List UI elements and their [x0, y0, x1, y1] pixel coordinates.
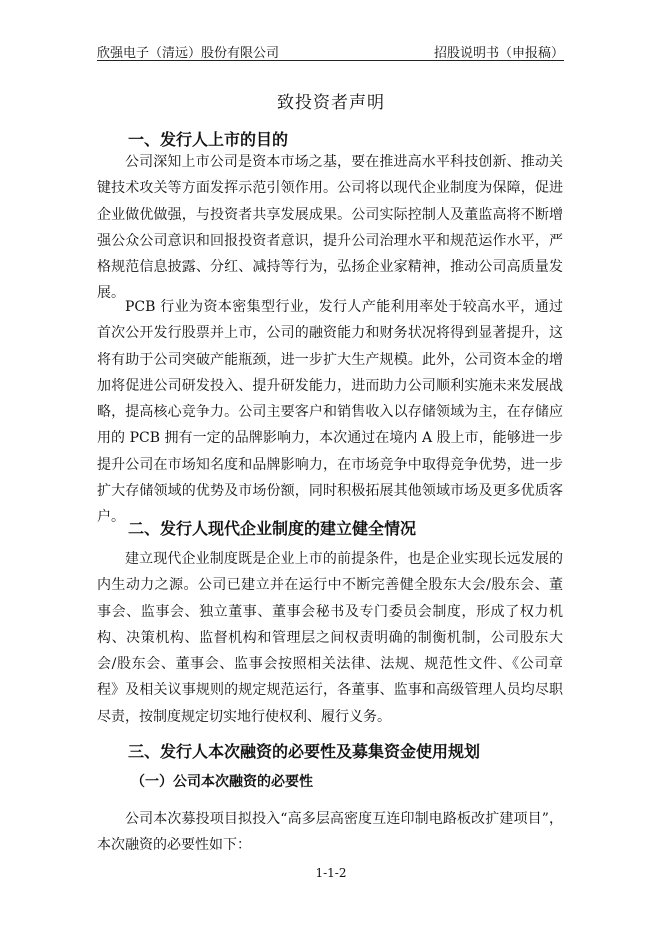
section-3-heading: 三、发行人本次融资的必要性及募集资金使用规划 — [128, 742, 481, 761]
section-3-paragraph-1: 公司本次募投项目拟投入“高多层高密度互连印制电路板改扩建项目”，本次融资的必要性如下： — [97, 811, 563, 854]
page-number: 1-1-2 — [315, 866, 347, 880]
page-header — [97, 40, 564, 61]
section-3-subheading: （一）公司本次融资的必要性 — [131, 774, 313, 790]
section-1-heading: 一、发行人上市的目的 — [128, 130, 289, 149]
header-document-type: 招股说明书（申报稿） — [433, 46, 564, 61]
section-2-paragraph-1: 建立现代企业制度既是企业上市的前提条件，也是企业实现长远发展的内生动力之源。公司已建立并在运行中不断完善健全股东大会/股东会、董事会、监事会、独立董事、董事会秘书及专门委员会制度，形成了权力机构、决策机构、监督机构和管理层之间权责明确的制衡机制，公司股东大会/股东会、董事会、监事会按照相关法律、法规、规范性文件、《公司章程》及相关议事规则的规定规范运行，各董事、监事和高级管理人员均尽职尽责，按制度规定切实地行使权利、履行义务。 — [97, 551, 563, 725]
page-title: 致投资者声明 — [277, 93, 385, 113]
section-1-paragraph-2: PCB 行业为资本密集型行业，发行人产能利用率处于较高水平，通过首次公开发行股票并上市，公司的融资能力和财务状况将得到显著提升，这将有助于公司突破产能瓶颈，进一步扩大生产规模。此外，公司资本金的增加将促进公司研发投入、提升研发能力，进而助力公司顺利实施未来发展战略，提高核心竞争力。公司主要客户和销售收入以存储领域为主，在存储应用的 PCB 拥有一定的品牌影响力，本次通过在境内 A 股上市，能够进一步提升公司在市场知名度和品牌影响力，在市场竞争中取得竞争优势，进一步扩大存储领域的优势及市场份额，同时积极拓展其他领域市场及更多优质客户。 — [97, 299, 563, 526]
section-2-heading: 二、发行人现代企业制度的建立健全情况 — [128, 519, 417, 538]
header-company-name: 欣强电子（清远）股份有限公司 — [97, 46, 280, 61]
section-1-paragraph-1: 公司深知上市公司是资本市场之基，要在推进高水平科技创新、推动关键技术攻关等方面发挥示范引领作用。公司将以现代企业制度为保障，促进企业做优做强，与投资者共享发展成果。公司实际控制人及董监高将不断增强公众公司意识和回报投资者意识，提升公司治理水平和规范运作水平，严格规范信息披露、分红、减持等行为，弘扬企业家精神，推动公司高质量发展。 — [97, 154, 563, 302]
